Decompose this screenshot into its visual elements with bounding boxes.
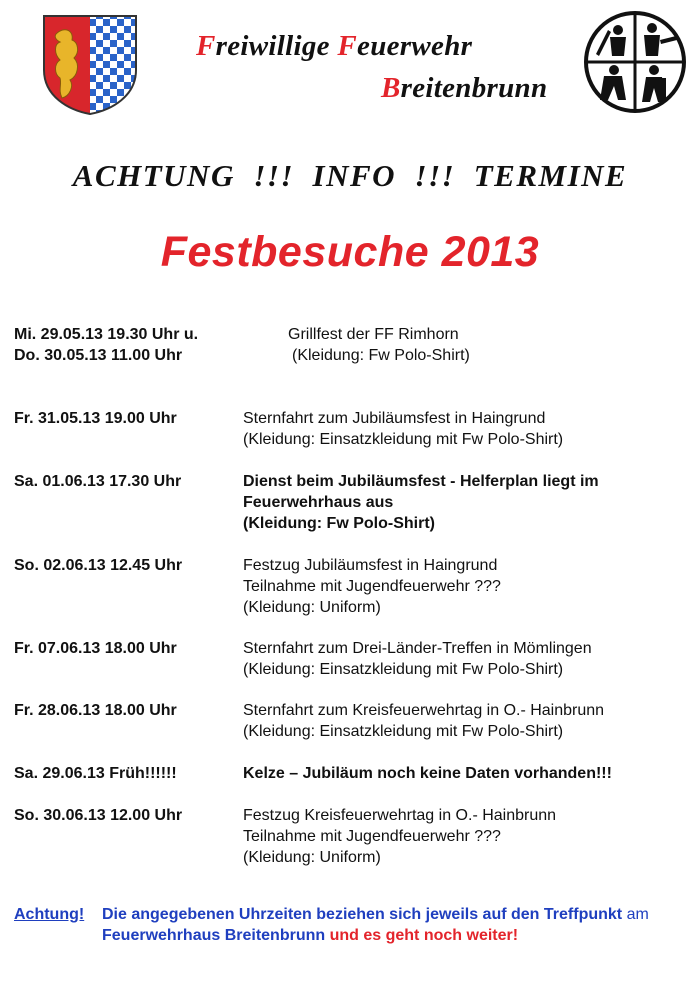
event-dress-code: (Kleidung: Einsatzkleidung mit Fw Polo-Shirt) — [243, 431, 564, 448]
event-dress-code: (Kleidung: Einsatzkleidung mit Fw Polo-Shirt) — [243, 661, 564, 678]
event-date: Sa. 29.06.13 Früh!!!!!! — [14, 765, 177, 782]
info-banner: ACHTUNG !!! INFO !!! TERMINE — [72, 158, 628, 193]
event-description: Sternfahrt zum Jubiläumsfest in Haingrund — [243, 410, 546, 427]
event-description: Dienst beim Jubiläumsfest - Helferplan liegt im — [243, 473, 599, 490]
footer-text-part4: und es geht noch weiter! — [325, 927, 519, 944]
event-date: Fr. 28.06.13 18.00 Uhr — [14, 702, 177, 719]
org-word-rest1: reiwillige — [215, 30, 338, 62]
org-initial-f2: F — [337, 30, 358, 62]
event-date: Fr. 07.06.13 18.00 Uhr — [14, 640, 177, 657]
event-description: Kelze – Jubiläum noch keine Daten vorhanden!!! — [243, 765, 612, 782]
event-dress-code: (Kleidung: Fw Polo-Shirt) — [292, 347, 470, 364]
event-description-cont: Feuerwehrhaus aus — [243, 494, 394, 511]
footer-text-part2: am — [626, 906, 649, 923]
event-dress-code: (Kleidung: Uniform) — [243, 849, 381, 866]
event-dress-code: (Kleidung: Uniform) — [243, 599, 381, 616]
event-description: Festzug Kreisfeuerwehrtag in O.- Hainbrunn — [243, 807, 557, 824]
event-date: Sa. 01.06.13 17.30 Uhr — [14, 473, 182, 490]
org-initial-f1: F — [196, 30, 216, 62]
event-description: Sternfahrt zum Drei-Länder-Treffen in Mömlingen — [243, 640, 592, 657]
fire-brigade-emblem-icon — [582, 10, 688, 114]
event-description: Sternfahrt zum Kreisfeuerwehrtag in O.- Hainbrunn — [243, 702, 605, 719]
event-date: So. 30.06.13 12.00 Uhr — [14, 807, 183, 824]
footer-text — [102, 904, 662, 946]
organization-name-line1 — [196, 30, 472, 63]
event-date: Do. 30.05.13 11.00 Uhr — [14, 347, 183, 364]
event-participation: Teilnahme mit Jugendfeuerwehr ??? — [243, 828, 501, 845]
footer-text-part1: Die angegebenen Uhrzeiten beziehen sich jeweils auf den Treffpunkt — [102, 906, 627, 923]
org-word-rest2: euerwehr — [357, 30, 473, 62]
event-date: Mi. 29.05.13 19.30 Uhr u. — [14, 326, 199, 343]
event-participation: Teilnahme mit Jugendfeuerwehr ??? — [243, 578, 501, 595]
event-date: Fr. 31.05.13 19.00 Uhr — [14, 410, 177, 427]
footer-text-part3: Feuerwehrhaus Breitenbrunn — [102, 927, 326, 944]
org-word-rest3: reitenbrunn — [400, 72, 548, 104]
organization-name-line2 — [381, 72, 547, 105]
event-dress-code: (Kleidung: Fw Polo-Shirt) — [243, 515, 435, 532]
event-date: So. 02.06.13 12.45 Uhr — [14, 557, 183, 574]
coat-of-arms-icon — [40, 12, 140, 116]
footer-label: Achtung! — [14, 906, 85, 923]
event-description: Grillfest der FF Rimhorn — [288, 326, 459, 343]
org-initial-b: B — [381, 72, 401, 104]
page-title: Festbesuche 2013 — [160, 228, 540, 276]
event-description: Festzug Jubiläumsfest in Haingrund — [243, 557, 498, 574]
event-dress-code: (Kleidung: Einsatzkleidung mit Fw Polo-Shirt) — [243, 723, 564, 740]
